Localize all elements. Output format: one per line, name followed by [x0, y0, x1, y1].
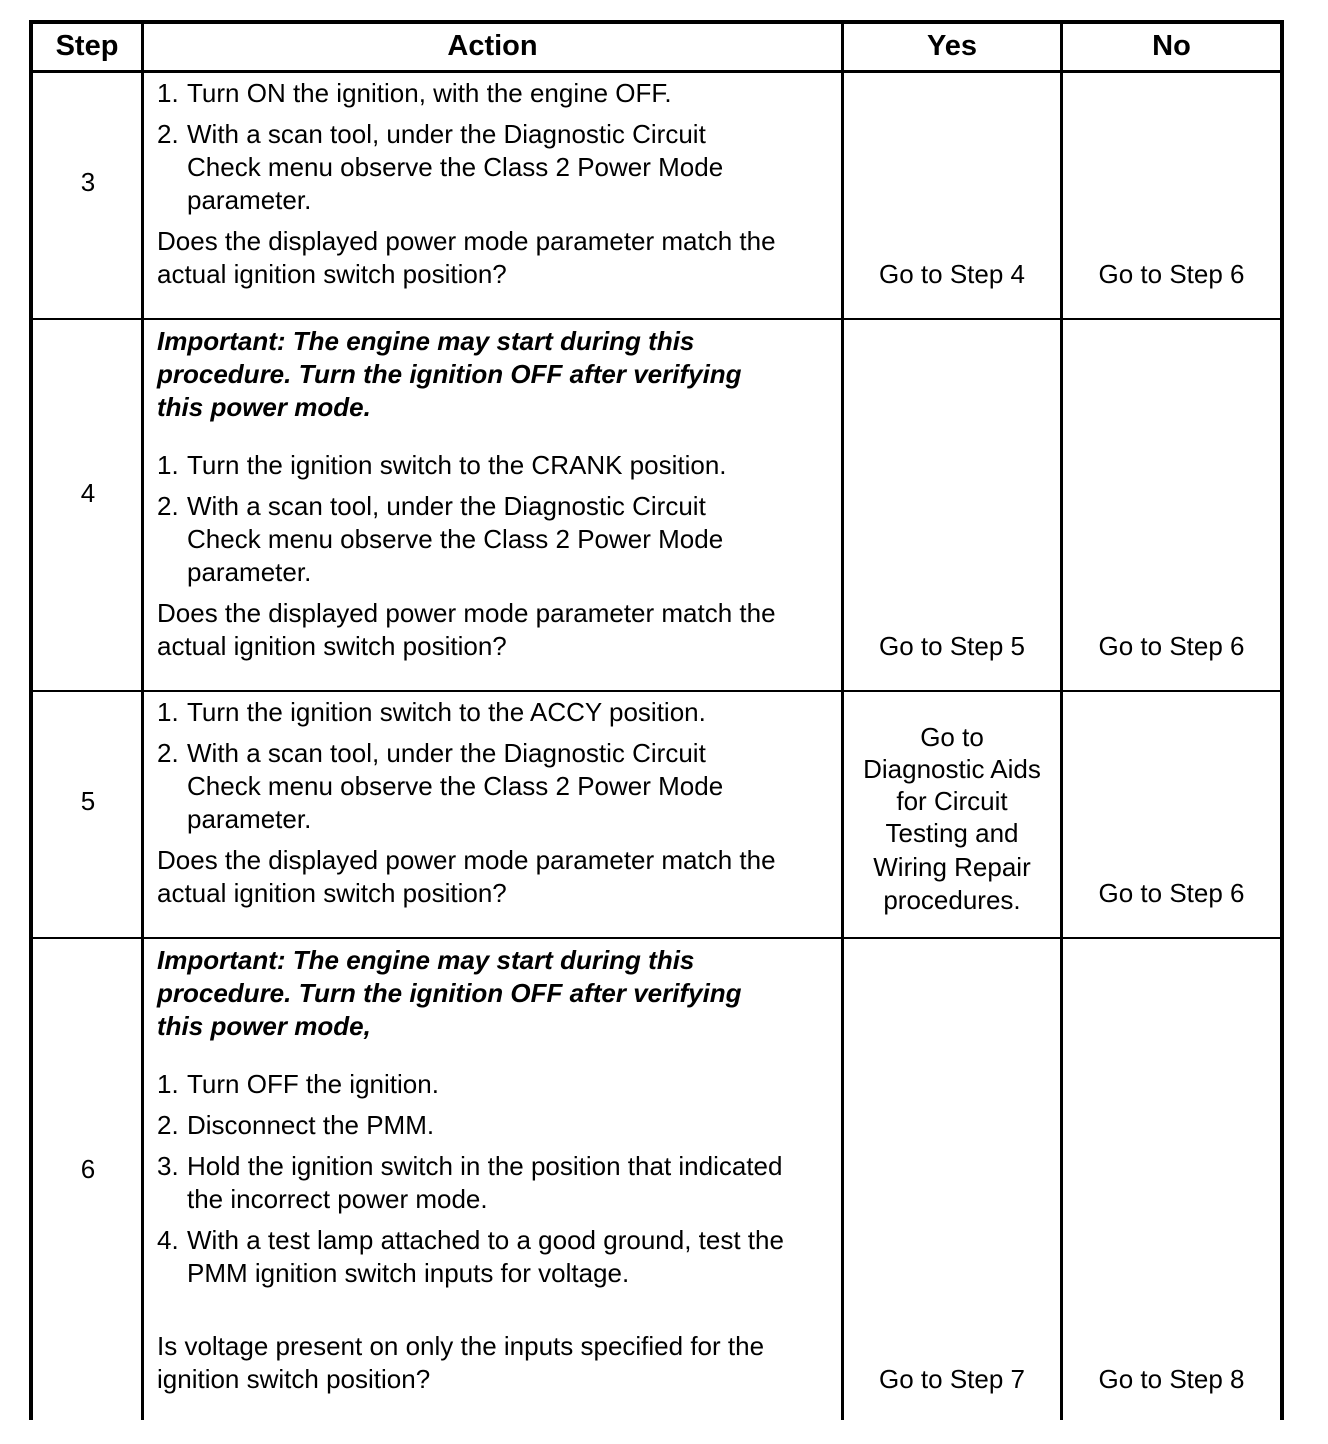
- step-number: 5: [80, 786, 96, 816]
- list-item-number: 2.: [157, 1110, 179, 1140]
- yes-result: Go to Step 7: [879, 1364, 1025, 1394]
- yes-result: for Circuit: [896, 786, 1008, 816]
- list-item-number: 3.: [157, 1151, 179, 1181]
- list-item-number: 2.: [157, 491, 179, 521]
- question-text: Does the displayed power mode parameter match the: [157, 845, 776, 875]
- table-border-left: [29, 20, 33, 1420]
- step-number: 4: [80, 478, 96, 508]
- yes-result: Testing and: [885, 818, 1019, 848]
- no-result: Go to Step 6: [1098, 878, 1245, 908]
- list-item-text: With a scan tool, under the Diagnostic Circuit: [187, 119, 706, 149]
- yes-result: Go to Step 4: [879, 259, 1025, 289]
- diagnostic-table: [29, 20, 1284, 1420]
- list-item-text: With a scan tool, under the Diagnostic Circuit: [187, 738, 706, 768]
- no-result: Go to Step 6: [1098, 259, 1245, 289]
- col-divider-1: [141, 20, 144, 1420]
- question-text: actual ignition switch position?: [157, 631, 507, 661]
- row-divider-1: [29, 318, 1284, 320]
- list-item-number: 2.: [157, 119, 179, 149]
- list-item-text: Turn the ignition switch to the ACCY position.: [187, 697, 706, 727]
- list-item-text: With a test lamp attached to a good ground, test the: [187, 1225, 784, 1255]
- no-result: Go to Step 6: [1098, 631, 1245, 661]
- list-item-text: parameter.: [187, 804, 312, 834]
- step-number: 6: [80, 1154, 96, 1184]
- header-action: Action: [447, 30, 538, 62]
- list-item-number: 2.: [157, 738, 179, 768]
- list-item-text: parameter.: [187, 557, 312, 587]
- list-item-number: 1.: [157, 697, 179, 727]
- list-item-text: the incorrect power mode.: [187, 1184, 488, 1214]
- important-note: procedure. Turn the ignition OFF after verifying: [157, 359, 742, 389]
- question-text: actual ignition switch position?: [157, 259, 507, 289]
- yes-result: procedures.: [883, 885, 1021, 915]
- yes-result: Diagnostic Aids: [863, 754, 1041, 784]
- list-item-text: Turn OFF the ignition.: [187, 1069, 439, 1099]
- yes-result: Go to: [920, 722, 984, 752]
- table-border-top: [29, 20, 1284, 24]
- list-item-text: Disconnect the PMM.: [187, 1110, 435, 1140]
- step-number: 3: [80, 167, 96, 197]
- table-border-right: [1280, 20, 1284, 1420]
- list-item-number: 1.: [157, 450, 179, 480]
- header-yes: Yes: [927, 30, 977, 62]
- list-item-text: Check menu observe the Class 2 Power Mode: [187, 771, 724, 801]
- yes-result: Go to Step 5: [879, 631, 1025, 661]
- list-item-text: parameter.: [187, 185, 312, 215]
- col-divider-3: [1060, 20, 1063, 1420]
- list-item-text: With a scan tool, under the Diagnostic Circuit: [187, 491, 706, 521]
- important-note: procedure. Turn the ignition OFF after verifying: [157, 978, 742, 1008]
- row-divider-3: [29, 937, 1284, 939]
- question-text: Does the displayed power mode parameter match the: [157, 226, 776, 256]
- no-result: Go to Step 8: [1098, 1364, 1245, 1394]
- list-item-number: 1.: [157, 78, 179, 108]
- question-text: actual ignition switch position?: [157, 878, 507, 908]
- yes-result: Wiring Repair: [873, 852, 1031, 882]
- important-note: this power mode.: [157, 392, 371, 422]
- important-note: Important: The engine may start during this: [157, 945, 695, 975]
- list-item-number: 1.: [157, 1069, 179, 1099]
- question-text: Does the displayed power mode parameter match the: [157, 598, 776, 628]
- header-step: Step: [55, 30, 119, 62]
- header-no: No: [1152, 30, 1191, 62]
- list-item-text: Turn the ignition switch to the CRANK position.: [187, 450, 727, 480]
- list-item-text: Check menu observe the Class 2 Power Mode: [187, 152, 724, 182]
- col-divider-2: [841, 20, 844, 1420]
- header-divider: [29, 70, 1284, 73]
- question-text: Is voltage present on only the inputs specified for the: [157, 1331, 765, 1361]
- important-note: this power mode,: [157, 1011, 371, 1041]
- list-item-text: Turn ON the ignition, with the engine OFF.: [187, 78, 672, 108]
- list-item-text: Hold the ignition switch in the position that indicated: [187, 1151, 783, 1181]
- list-item-text: Check menu observe the Class 2 Power Mode: [187, 524, 724, 554]
- list-item-number: 4.: [157, 1225, 179, 1255]
- list-item-text: PMM ignition switch inputs for voltage.: [187, 1258, 630, 1288]
- question-text: ignition switch position?: [157, 1364, 431, 1394]
- row-divider-2: [29, 690, 1284, 692]
- important-note: Important: The engine may start during this: [157, 326, 695, 356]
